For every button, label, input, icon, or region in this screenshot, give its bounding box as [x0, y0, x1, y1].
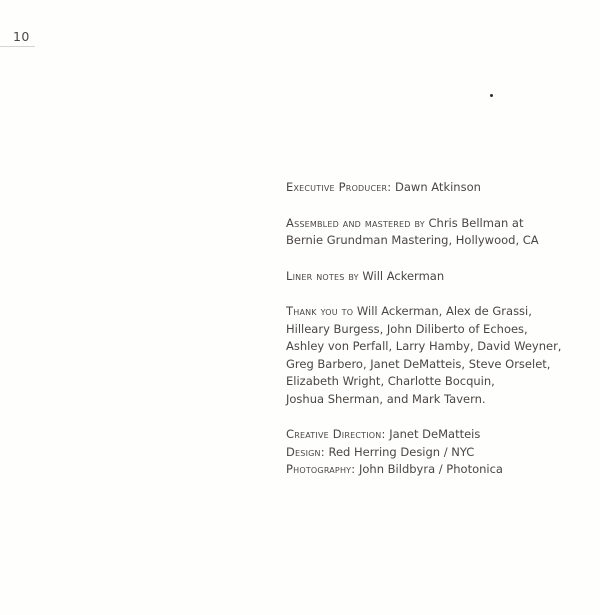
photography-credit — [286, 461, 586, 479]
spacer — [286, 408, 586, 426]
mastering-label: Assembled and mastered by — [286, 215, 425, 230]
creative-direction-label: Creative Direction: — [286, 427, 386, 441]
mastering-line-1: Chris Bellman at — [428, 215, 524, 230]
liner-notes-credit — [286, 268, 586, 286]
thanks-line: Ashley von Perfall, Larry Hamby, David Weyner, — [286, 339, 562, 353]
mastering-credit — [286, 215, 586, 250]
thanks-line: Will Ackerman, Alex de Grassi, — [356, 304, 532, 318]
creative-direction-credit — [286, 426, 586, 444]
spacer — [286, 250, 586, 268]
print-speck — [490, 94, 493, 97]
creative-direction-name: Janet DeMatteis — [389, 427, 481, 441]
design-label: Design: — [286, 444, 325, 459]
design-credit — [286, 444, 586, 462]
liner-notes-label: Liner notes by — [286, 268, 359, 283]
page-number-rule — [0, 46, 35, 47]
thanks-label: Thank you to — [286, 304, 354, 318]
design-name: Red Herring Design / NYC — [328, 444, 475, 459]
thanks-line: Joshua Sherman, and Mark Tavern. — [286, 391, 486, 406]
credits-section — [286, 179, 586, 479]
thanks-line: Hilleary Burgess, John Diliberto of Echoes, — [286, 321, 528, 336]
thanks-credit — [286, 303, 586, 408]
executive-producer-name: Dawn Atkinson — [395, 180, 481, 194]
executive-producer-credit — [286, 179, 586, 197]
photography-name: John Bildbyra / Photonica — [359, 462, 503, 476]
executive-producer-label: Executive Producer: — [286, 180, 392, 194]
mastering-line-2: Bernie Grundman Mastering, Hollywood, CA — [286, 233, 539, 247]
spacer — [286, 197, 586, 215]
spacer — [286, 285, 586, 303]
thanks-line: Greg Barbero, Janet DeMatteis, Steve Orselet, — [286, 356, 551, 371]
thanks-line: Elizabeth Wright, Charlotte Bocquin, — [286, 374, 495, 388]
page-number: 10 — [13, 29, 30, 44]
photography-label: Photography: — [286, 462, 356, 476]
liner-notes-name: Will Ackerman — [362, 268, 445, 283]
